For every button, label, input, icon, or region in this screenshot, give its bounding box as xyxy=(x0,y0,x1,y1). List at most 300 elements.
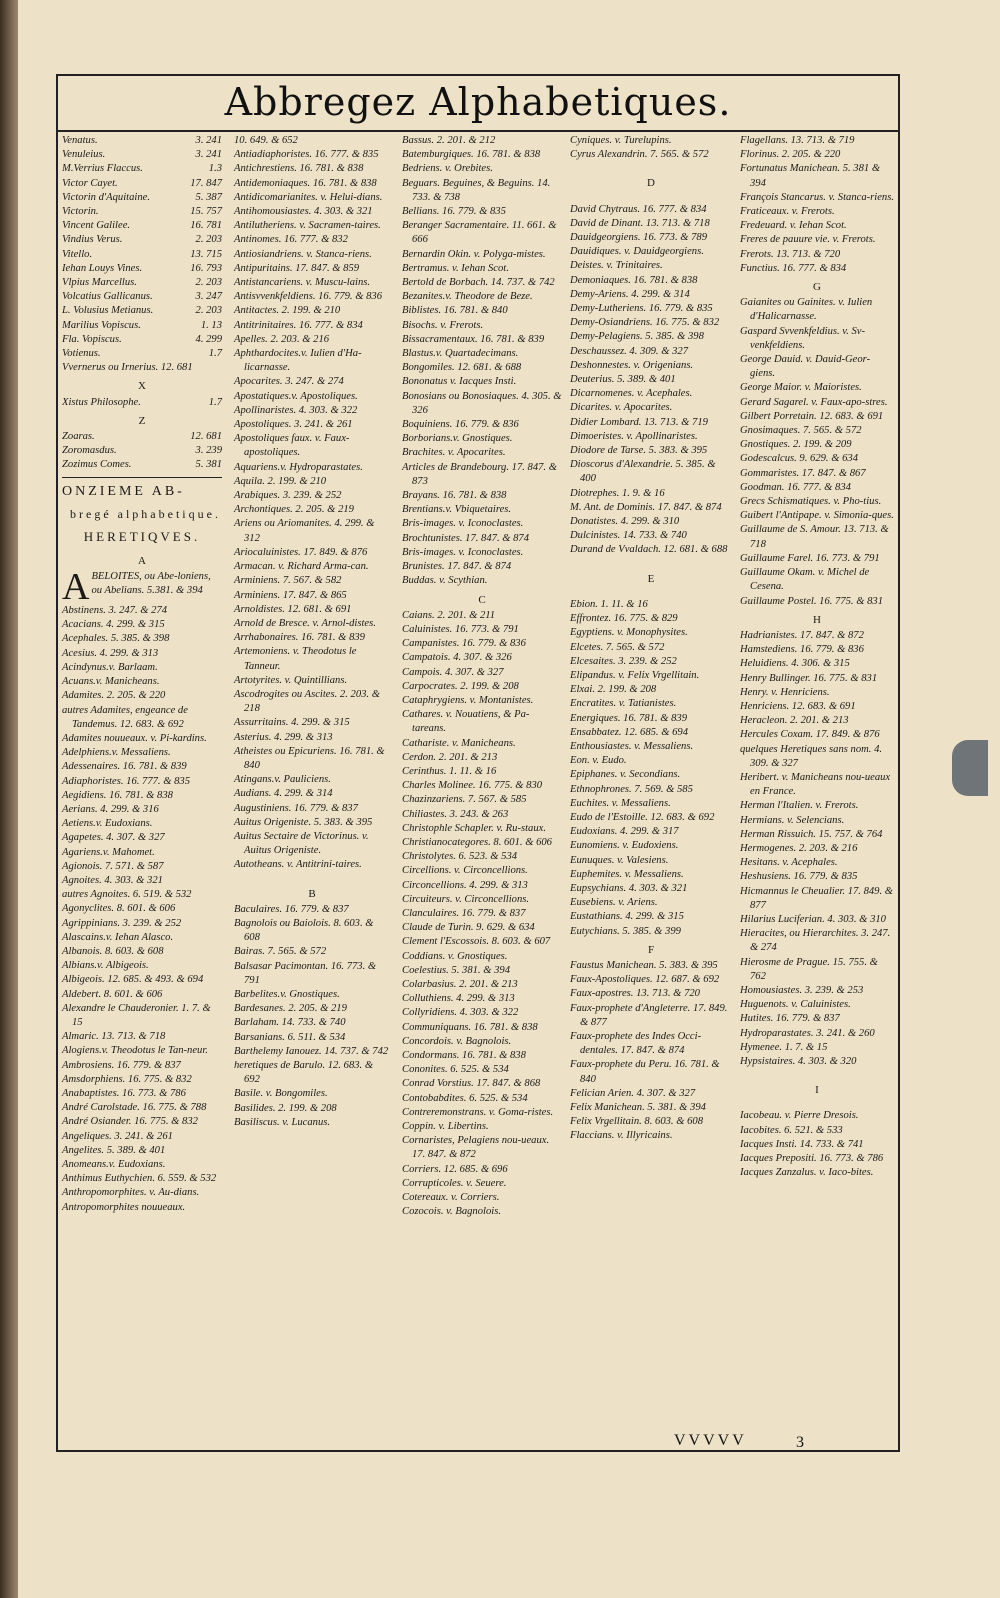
index-entry: Dauidiques. v. Dauidgeorgiens. xyxy=(570,246,704,258)
index-entry: Circellions. v. Circoncellions. xyxy=(402,865,528,877)
index-entry xyxy=(62,347,222,361)
index-entry: Auitus Sectaire de Victorinus. v. Auitus Origeniste. xyxy=(234,830,369,857)
index-entry: Atingans.v. Pauliciens. xyxy=(234,774,331,786)
index-entry: Ambrosiens. 16. 779. & 837 xyxy=(62,1059,181,1071)
index-entry: Contreremonstrans. v. Goma-ristes. xyxy=(402,1106,554,1118)
index-entry: Hydroparastates. 3. 241. & 260 xyxy=(740,1027,875,1039)
index-entry: Hermians. v. Selencians. xyxy=(740,814,845,826)
index-entry: Faux-prophete des Indes Occi-dentales. 17. 847. & 874 xyxy=(570,1030,702,1057)
index-entry: Barsanians. 6. 511. & 534 xyxy=(234,1031,346,1043)
index-entry: Iacques Insti. 14. 733. & 741 xyxy=(740,1138,864,1150)
index-entry xyxy=(62,191,222,205)
index-entry: Apostoliques faux. v. Faux-apostoliques. xyxy=(234,433,350,459)
index-entry: Agnoites. 4. 303. & 321 xyxy=(62,874,163,886)
index-entry: Eunomiens. v. Eudoxiens. xyxy=(570,840,679,852)
index-entry: Barbelites.v. Gnostiques. xyxy=(234,988,340,1000)
index-entry xyxy=(62,458,222,472)
index-entry: Ariens ou Ariomanites. 4. 299. & 312 xyxy=(234,518,375,544)
index-entry: Eunuques. v. Valesiens. xyxy=(570,854,669,866)
index-entry: Felix Vrgellitain. 8. 603. & 608 xyxy=(570,1116,703,1128)
col1-entries-z xyxy=(62,430,222,473)
index-entry xyxy=(62,162,222,176)
index-entry: Anabaptistes. 16. 773. & 786 xyxy=(62,1087,186,1099)
index-entry: Albigeois. 12. 685. & 493. & 694 xyxy=(62,974,204,986)
entry-ref: 2. 203 xyxy=(195,277,222,289)
index-entry: Antistancariens. v. Muscu-lains. xyxy=(234,277,371,289)
index-entry: Apostoliques. 3. 241. & 261 xyxy=(234,419,353,431)
index-entry: Bris-images. v. Iconoclastes. xyxy=(402,546,524,558)
index-entry: Fortunatus Manichean. 5. 381 & 394 xyxy=(740,163,881,189)
index-entry: Demoniaques. 16. 781. & 838 xyxy=(570,274,698,286)
index-entry: Eutychians. 5. 385. & 399 xyxy=(570,925,681,937)
entry-name: Vlpius Marcellus. xyxy=(62,277,137,289)
entry-name: Vitello. xyxy=(62,248,93,260)
index-entry: Florinus. 2. 205. & 220 xyxy=(740,149,841,161)
index-entry: Heracleon. 2. 201. & 213 xyxy=(740,715,849,727)
entry-ref: 2. 203 xyxy=(195,234,222,246)
entry-name: L. Volusius Metianus. xyxy=(62,305,154,317)
index-entry: Faux-apostres. 13. 713. & 720 xyxy=(570,988,700,1000)
index-entry: Hieracites, ou Hierarchites. 3. 247. & 274 xyxy=(740,928,891,954)
index-entry: Beguars. Beguines, & Beguins. 14. 733. & 738 xyxy=(402,177,551,203)
index-entry: Gnosimaques. 7. 565. & 572 xyxy=(740,425,862,437)
index-entry xyxy=(62,304,222,318)
entry-ref: 3. 241 xyxy=(195,149,222,161)
index-entry: Guillaume de S. Amour. 13. 713. & 718 xyxy=(740,524,889,550)
index-entry: Cerinthus. 1. 11. & 16 xyxy=(402,765,497,777)
index-entry: Eon. v. Eudo. xyxy=(570,755,627,767)
index-entry: Guillaume Okam. v. Michel de Cesena. xyxy=(740,567,870,593)
index-entry: Adiaphoristes. 16. 777. & 835 xyxy=(62,775,191,787)
letter-heading-a: A xyxy=(138,554,146,567)
index-entry: Arminiens. 7. 567. & 582 xyxy=(234,575,342,587)
index-entry: Bris-images. v. Iconoclastes. xyxy=(402,518,524,530)
index-entry xyxy=(62,148,222,162)
entry-name: Victor Cayet. xyxy=(62,177,118,189)
index-entry: Deschaussez. 4. 309. & 327 xyxy=(570,345,688,357)
index-entry: Eustathians. 4. 299. & 315 xyxy=(570,911,684,923)
index-entry: Coddians. v. Gnostiques. xyxy=(402,950,508,962)
index-entry: Antidemoniaques. 16. 781. & 838 xyxy=(234,177,377,189)
index-entry: Hercules Coxam. 17. 849. & 876 xyxy=(740,729,880,741)
entry-ref: 3. 247 xyxy=(195,291,222,303)
index-entry: Angeliques. 3. 241. & 261 xyxy=(62,1130,173,1142)
index-entry: Coelestius. 5. 381. & 394 xyxy=(402,964,510,976)
entry-ref: 5. 387 xyxy=(195,191,222,203)
index-entry: Faux-prophete du Peru. 16. 781. & 840 xyxy=(570,1059,720,1085)
letter-heading-z: Z xyxy=(138,414,146,427)
index-entry: Heribert. v. Manicheans nou-ueaux en France. xyxy=(740,771,891,798)
index-entry: Aetiens.v. Eudoxians. xyxy=(62,818,153,830)
entry-name: Fla. Vopiscus. xyxy=(62,333,122,345)
index-entry: Archontiques. 2. 205. & 219 xyxy=(234,504,354,516)
index-entry: Agionois. 7. 571. & 587 xyxy=(62,860,164,872)
index-entry: Antitrinitaires. 16. 777. & 834 xyxy=(234,319,363,331)
index-entry: Angelites. 5. 389. & 401 xyxy=(62,1144,166,1156)
entry-ref: 5. 381 xyxy=(195,459,222,471)
entry-ref: 17. 847 xyxy=(190,177,222,189)
index-entry: Arnoldistes. 12. 681. & 691 xyxy=(234,603,352,615)
index-entry: Chazinzariens. 7. 567. & 585 xyxy=(402,794,527,806)
index-entry: Antihomousiastes. 4. 303. & 321 xyxy=(234,206,373,218)
index-entry: Apocarites. 3. 247. & 274 xyxy=(234,376,344,388)
index-entry: Charles Molinee. 16. 775. & 830 xyxy=(402,780,543,792)
index-entry: Contobabdites. 6. 525. & 534 xyxy=(402,1092,528,1104)
index-entry: Felician Arien. 4. 307. & 327 xyxy=(570,1087,696,1099)
index-entry: Cozocois. v. Bagnolois. xyxy=(402,1206,501,1218)
index-entry: Eudoxians. 4. 299. & 317 xyxy=(570,826,679,838)
index-entry: Bongomiles. 12. 681. & 688 xyxy=(402,362,522,374)
index-entry: Assurritains. 4. 299. & 315 xyxy=(234,717,350,729)
index-entry: Brayans. 16. 781. & 838 xyxy=(402,490,507,502)
index-entry: Acuans.v. Manicheans. xyxy=(62,676,160,688)
index-entry: Arabiques. 3. 239. & 252 xyxy=(234,490,342,502)
index-entry xyxy=(62,319,222,333)
index-entry: Heluidiens. 4. 306. & 315 xyxy=(740,658,850,670)
index-entry: Iacques Prepositi. 16. 773. & 786 xyxy=(740,1153,884,1165)
index-entry: Elipandus. v. Felix Vrgellitain. xyxy=(570,669,700,681)
index-entry: Christianocategores. 8. 601. & 606 xyxy=(402,836,552,848)
index-entry: Flaccians. v. Illyricains. xyxy=(570,1130,673,1142)
index-entry: Bedriens. v. Orebites. xyxy=(402,163,493,175)
index-entry: Eudo de l'Estoille. 12. 683. & 692 xyxy=(570,811,715,823)
index-entry: Ensabbatez. 12. 685. & 694 xyxy=(570,726,689,738)
title-rule xyxy=(58,130,898,132)
index-entry: Arrhabonaires. 16. 781. & 839 xyxy=(234,632,365,644)
index-entry: heretiques de Barulo. 12. 683. & 692 xyxy=(234,1060,374,1086)
index-entry: Herman Rissuich. 15. 757. & 764 xyxy=(740,828,883,840)
index-entry: Guillaume Postel. 16. 775. & 831 xyxy=(740,595,884,607)
letter-heading: F xyxy=(647,943,655,956)
index-entry: Dimoeristes. v. Apollinaristes. xyxy=(570,430,698,442)
index-entry: Cotereaux. v. Corriers. xyxy=(402,1192,500,1204)
index-entry: Colarbasius. 2. 201. & 213 xyxy=(402,978,518,990)
index-entry: Henry. v. Henriciens. xyxy=(740,686,830,698)
index-entry: Corrupticoles. v. Seuere. xyxy=(402,1177,507,1189)
index-entry: Antilutheriens. v. Sacramen-taires. xyxy=(234,220,381,232)
index-entry: Hamstediens. 16. 779. & 836 xyxy=(740,644,864,656)
entry-ref: 1.3 xyxy=(208,163,222,175)
index-entry: Durand de Vvaldach. 12. 681. & 688 xyxy=(570,544,728,556)
index-entry: Bassus. 2. 201. & 212 xyxy=(402,135,496,146)
section-subtitle: HERETIQVES. xyxy=(83,528,201,544)
index-entry: Condormans. 16. 781. & 838 xyxy=(402,1050,526,1061)
index-entry: Faustus Manichean. 5. 383. & 395 xyxy=(570,959,718,971)
index-entry: Basile. v. Bongomiles. xyxy=(234,1088,328,1100)
index-entry: Anthropomorphites. v. Au-dians. xyxy=(62,1187,200,1199)
index-entry: Borborians.v. Gnostiques. xyxy=(402,433,513,445)
index-entry: Frerots. 13. 713. & 720 xyxy=(740,248,841,260)
page-clip xyxy=(952,740,988,796)
drop-cap-text: BELOITES, ou Abe-loniens, ou Abelians. 5.381. & 394 xyxy=(91,571,211,597)
index-entry: Demy-Osiandriens. 16. 775. & 832 xyxy=(570,317,720,329)
index-entry: Antichrestiens. 16. 781. & 838 xyxy=(234,163,364,175)
index-entry: Asterius. 4. 299. & 313 xyxy=(234,731,333,743)
index-entry xyxy=(62,444,222,458)
index-entry: Aquariens.v. Hydroparastates. xyxy=(234,461,363,473)
index-entry: Boquiniens. 16. 779. & 836 xyxy=(402,419,519,431)
index-entry: André Carolstade. 16. 775. & 788 xyxy=(62,1102,207,1114)
spacer xyxy=(234,873,390,883)
entry-name: Venuleius. xyxy=(62,149,106,161)
spacer xyxy=(570,193,732,203)
index-entry: Carpocrates. 2. 199. & 208 xyxy=(402,680,519,692)
index-entry: Basiliscus. v. Lucanus. xyxy=(234,1116,331,1128)
index-entry: Auitus Origeniste. 5. 383. & 395 xyxy=(234,816,373,828)
index-entry: Hypsistaires. 4. 303. & 320 xyxy=(740,1056,857,1067)
index-entry xyxy=(62,233,222,247)
entry-name: Vincent Galilee. xyxy=(62,220,131,232)
index-entry: Eupsychians. 4. 303. & 321 xyxy=(570,882,688,894)
page-number: 3 xyxy=(796,1434,804,1451)
index-entry: Euchites. v. Messaliens. xyxy=(570,797,671,809)
index-entry: Hesitans. v. Acephales. xyxy=(740,857,838,869)
letter-heading: B xyxy=(308,887,316,900)
index-entry: Blastus.v. Quartadecimans. xyxy=(402,348,519,360)
index-entry: Hermogenes. 2. 203. & 216 xyxy=(740,842,858,854)
index-entry: Fredeuard. v. Iehan Scot. xyxy=(740,220,847,232)
index-entry: Aldebert. 8. 601. & 606 xyxy=(62,988,163,1000)
index-entry: Autotheans. v. Antitrini-taires. xyxy=(234,859,362,871)
spacer xyxy=(740,1069,894,1079)
drop-cap: A xyxy=(62,566,90,609)
index-entry: Augustiniens. 16. 779. & 837 xyxy=(234,802,358,814)
index-entry: Fraticeaux. v. Frerots. xyxy=(740,206,835,218)
index-entry: Gerard Sagarel. v. Faux-apo-stres. xyxy=(740,396,888,408)
letter-heading: E xyxy=(647,572,655,585)
index-entry: Dioscorus d'Alexandrie. 5. 385. & 400 xyxy=(570,459,716,485)
index-entry: Bernardin Okin. v. Polyga-mistes. xyxy=(402,248,546,260)
index-entry: Elcetes. 7. 565. & 572 xyxy=(570,641,665,653)
index-entry: Cataphrygiens. v. Montanistes. xyxy=(402,694,534,706)
index-entry: Cononites. 6. 525. & 534 xyxy=(402,1064,509,1076)
index-entry: Audians. 4. 299. & 314 xyxy=(234,788,333,800)
index-entry: Iacobites. 6. 521. & 533 xyxy=(740,1124,843,1136)
col1-entries-bottom xyxy=(62,604,222,1215)
index-entry: Aphthardocites.v. Iulien d'Ha-licarnasse. xyxy=(234,348,362,374)
index-entry: Bagnolois ou Baiolois. 8. 603. & 608 xyxy=(234,917,374,944)
page-frame xyxy=(56,74,900,1452)
index-entry: François Stancarus. v. Stanca-riens. xyxy=(740,191,894,203)
index-entry: Dicarites. v. Apocarites. xyxy=(570,402,673,414)
index-entry: Chiliastes. 3. 243. & 263 xyxy=(402,808,509,820)
index-entry: Adessenaires. 16. 781. & 839 xyxy=(62,761,187,773)
index-entry: Acindynus.v. Barlaam. xyxy=(62,661,158,673)
index-entry: Enthousiastes. v. Messaliens. xyxy=(570,740,694,752)
index-entry: Antidicomarianites. v. Helui-dians. xyxy=(234,191,383,203)
index-entry xyxy=(62,219,222,233)
entry-name: Zoaras. xyxy=(62,431,95,443)
col1-entries-top xyxy=(62,134,222,361)
index-entry: Bonosians ou Bonosiaques. 4. 305. & 326 xyxy=(402,390,562,416)
index-entry: Hutites. 16. 779. & 837 xyxy=(740,1013,840,1025)
index-entry: Antinomes. 16. 777. & 832 xyxy=(234,234,348,246)
index-entry: Gommaristes. 17. 847. & 867 xyxy=(740,467,866,479)
index-entry: Conrad Vorstius. 17. 847. & 868 xyxy=(402,1078,541,1090)
index-entry: Corriers. 12. 685. & 696 xyxy=(402,1163,508,1175)
index-entry: quelques Heretiques sans nom. 4. 309. & 327 xyxy=(740,743,883,769)
signature-mark: VVVVV xyxy=(674,1432,747,1449)
index-entry: David Chytraus. 16. 777. & 834 xyxy=(570,203,707,215)
index-entry: Euphemites. v. Messaliens. xyxy=(570,868,684,880)
entry-name: Xistus Philosophe. xyxy=(62,396,141,408)
index-entry: Antipuritains. 17. 847. & 859 xyxy=(234,262,360,274)
index-column-1 xyxy=(62,134,222,1215)
index-entry: Hilarius Luciferian. 4. 303. & 310 xyxy=(740,913,886,925)
index-entry: Agonyclites. 8. 601. & 606 xyxy=(62,903,176,915)
index-entry: Alascains.v. Iehan Alasco. xyxy=(62,931,174,943)
entry-ref: 4. 299 xyxy=(195,333,222,345)
index-entry: Batemburgiques. 16. 781. & 838 xyxy=(402,149,541,161)
index-entry: Didier Lombard. 13. 713. & 719 xyxy=(570,416,708,428)
index-entry: Dauidgeorgiens. 16. 773. & 789 xyxy=(570,232,708,244)
index-entry: Acephales. 5. 385. & 398 xyxy=(62,633,170,645)
entry-name: Venatus. xyxy=(62,135,98,146)
index-entry: Beranger Sacramentaire. 11. 661. & 666 xyxy=(402,220,557,246)
section-rule xyxy=(62,477,222,478)
index-entry: Deshonnestes. v. Origenians. xyxy=(570,359,694,371)
entry-name: Iehan Louys Vines. xyxy=(62,262,143,274)
letter-heading-x: X xyxy=(138,380,146,393)
index-entry: Agapetes. 4. 307. & 327 xyxy=(62,832,165,844)
index-entry: Adamites. 2. 205. & 220 xyxy=(62,690,166,702)
letter-heading: I xyxy=(815,1084,819,1097)
index-entry: autres Adamites, engeance de Tandemus. 12. 683. & 692 xyxy=(62,704,188,730)
index-entry: Amsdorphiens. 16. 775. & 832 xyxy=(62,1073,192,1085)
section-title-line2: bregé alphabetique. xyxy=(70,506,221,521)
entry-ref: 12. 681 xyxy=(190,431,222,443)
index-entry: Campatois. 4. 307. & 326 xyxy=(402,652,512,664)
index-entry: Alogiens.v. Theodotus le Tan-neur. xyxy=(62,1045,208,1057)
index-entry: Antropomorphites nouueaux. xyxy=(62,1201,186,1213)
index-entry: Caians. 2. 201. & 211 xyxy=(402,609,496,621)
spacer xyxy=(740,1099,894,1109)
index-entry: Circoncellions. 4. 299. & 313 xyxy=(402,879,528,891)
page-title: Abbregez Alphabetiques. xyxy=(224,80,732,124)
entry-ref: 3. 241 xyxy=(195,135,222,146)
index-entry: Deistes. v. Trinitaires. xyxy=(570,260,663,272)
index-entry: 10. 649. & 652 xyxy=(234,135,298,146)
index-entry: Atheistes ou Epicuriens. 16. 781. & 840 xyxy=(234,745,385,771)
index-entry: Demy-Pelagiens. 5. 385. & 398 xyxy=(570,331,704,343)
index-entry: Bezanites.v. Theodore de Beze. xyxy=(402,291,533,303)
index-entry: Bardesanes. 2. 205. & 219 xyxy=(234,1003,347,1015)
index-entry: Antiadiaphoristes. 16. 777. & 835 xyxy=(234,149,379,161)
index-entry: Flagellans. 13. 713. & 719 xyxy=(740,135,855,146)
index-entry: Collyridiens. 4. 303. & 322 xyxy=(402,1007,519,1019)
index-entry: Barlaham. 14. 733. & 740 xyxy=(234,1017,346,1029)
index-entry: Colluthiens. 4. 299. & 313 xyxy=(402,993,515,1005)
entry-ref: 15. 757 xyxy=(190,206,222,218)
index-entry: Egyptiens. v. Monophysites. xyxy=(570,627,688,639)
index-entry: Aegidiens. 16. 781. & 838 xyxy=(62,789,173,801)
index-entry: Coppin. v. Libertins. xyxy=(402,1121,489,1133)
entry-name: Volcatius Gallicanus. xyxy=(62,291,153,303)
index-entry: Ascodrogites ou Ascites. 2. 203. & 218 xyxy=(234,688,380,715)
entry-name: Zozimus Comes. xyxy=(62,459,132,471)
index-entry: Effrontez. 16. 775. & 829 xyxy=(570,613,678,625)
entry-ref: 2. 203 xyxy=(195,305,222,317)
index-entry: Felix Manichean. 5. 381. & 394 xyxy=(570,1102,706,1113)
index-entry: Claude de Turin. 9. 629. & 634 xyxy=(402,922,535,934)
index-entry: Gnostiques. 2. 199. & 209 xyxy=(740,439,852,451)
index-entry: M. Ant. de Dominis. 17. 847. & 874 xyxy=(570,501,722,513)
index-entry: Circuiteurs. v. Circoncellions. xyxy=(402,893,530,905)
index-entry: Gaianites ou Gainites. v. Iulien d'Halicarnasse. xyxy=(740,297,873,323)
index-entry: Cathariste. v. Manicheans. xyxy=(402,737,516,749)
entry-name: Marilius Vopiscus. xyxy=(62,319,141,331)
index-entry: Clement l'Escossois. 8. 603. & 607 xyxy=(402,936,551,948)
index-entry: George Maior. v. Maioristes. xyxy=(740,382,862,394)
spacer xyxy=(570,162,732,172)
index-entry: Elcesaites. 3. 239. & 252 xyxy=(570,655,677,667)
index-entry: Bellians. 16. 779. & 835 xyxy=(402,206,506,218)
index-entry: Brunistes. 17. 847. & 874 xyxy=(402,561,512,573)
index-entry: Grecs Schismatiques. v. Pho-tius. xyxy=(740,496,882,508)
letter-heading: C xyxy=(478,593,486,606)
entry-ref: 1.7 xyxy=(208,396,222,408)
index-entry: Freres de pauure vie. v. Frerots. xyxy=(740,234,876,246)
index-entry: Cerdon. 2. 201. & 213 xyxy=(402,751,498,763)
index-entry: Hadrianistes. 17. 847. & 872 xyxy=(740,629,864,641)
index-entry: Campanistes. 16. 779. & 836 xyxy=(402,638,526,650)
index-entry: Concordois. v. Bagnolois. xyxy=(402,1035,512,1047)
index-entry: Caluinistes. 16. 773. & 791 xyxy=(402,623,519,635)
index-entry: Antiosiandriens. v. Stanca-riens. xyxy=(234,248,372,260)
index-entry: Bissacramentaux. 16. 781. & 839 xyxy=(402,333,545,345)
index-entry: Alexandre le Chauderonier. 1. 7. & 15 xyxy=(62,1002,211,1028)
index-entry: Buddas. v. Scythian. xyxy=(402,575,488,587)
index-entry: Iacobeau. v. Pierre Dresois. xyxy=(740,1110,859,1122)
index-entry: Arnold de Bresce. v. Arnol-distes. xyxy=(234,617,376,629)
index-entry: David de Dinant. 13. 713. & 718 xyxy=(570,217,710,229)
index-entry: Deuterius. 5. 389. & 401 xyxy=(570,374,676,386)
index-entry: Homousiastes. 3. 239. & 253 xyxy=(740,984,864,996)
index-column-3 xyxy=(402,134,562,1219)
entry-name: Vindius Verus. xyxy=(62,234,123,246)
index-entry: Barthelemy Ianouez. 14. 737. & 742 xyxy=(234,1045,389,1057)
index-entry xyxy=(62,333,222,347)
index-entry: Henry Bullinger. 16. 775. & 831 xyxy=(740,672,878,684)
index-entry xyxy=(62,205,222,219)
index-entry: Adelphiens.v. Messaliens. xyxy=(62,747,171,759)
index-entry: Hierosme de Prague. 15. 755. & 762 xyxy=(740,956,878,982)
entry-name: Votienus. xyxy=(62,348,101,360)
index-entry: Artotyrites. v. Quintillians. xyxy=(234,674,348,686)
index-entry: Henriciens. 12. 683. & 691 xyxy=(740,700,856,712)
entry-name: Victorin d'Aquitaine. xyxy=(62,191,150,203)
entry-ref: 1.7 xyxy=(208,348,222,360)
index-entry: Functius. 16. 777. & 834 xyxy=(740,262,847,274)
index-entry: Cornaristes, Pelagiens nou-ueaux. 17. 847. & 872 xyxy=(402,1135,550,1161)
index-entry xyxy=(62,396,222,410)
index-entry: Abstinens. 3. 247. & 274 xyxy=(62,605,168,617)
index-entry: Apostatiques.v. Apostoliques. xyxy=(234,390,358,402)
index-entry xyxy=(62,276,222,290)
index-entry: Vvernerus ou Irnerius. 12. 681 xyxy=(62,362,193,374)
index-entry: Brentians.v. Vbiquetaires. xyxy=(402,504,512,516)
index-entry: Energiques. 16. 781. & 839 xyxy=(570,712,688,724)
index-entry: Gaspard Svvenkfeldius. v. Sv-venkfeldiens. xyxy=(740,325,866,351)
entry-ref: 16. 793 xyxy=(190,262,222,274)
entry-name: Zoromasdus. xyxy=(62,445,117,457)
entry-ref: 13. 715 xyxy=(190,248,222,260)
index-entry: Dicarnomenes. v. Acephales. xyxy=(570,388,693,400)
index-entry: Christophle Schapler. v. Ru-staux. xyxy=(402,822,546,834)
index-entry: Epiphanes. v. Secondians. xyxy=(570,769,681,781)
index-entry: Brachites. v. Apocarites. xyxy=(402,447,506,459)
index-entry: Godescalcus. 9. 629. & 634 xyxy=(740,453,858,465)
